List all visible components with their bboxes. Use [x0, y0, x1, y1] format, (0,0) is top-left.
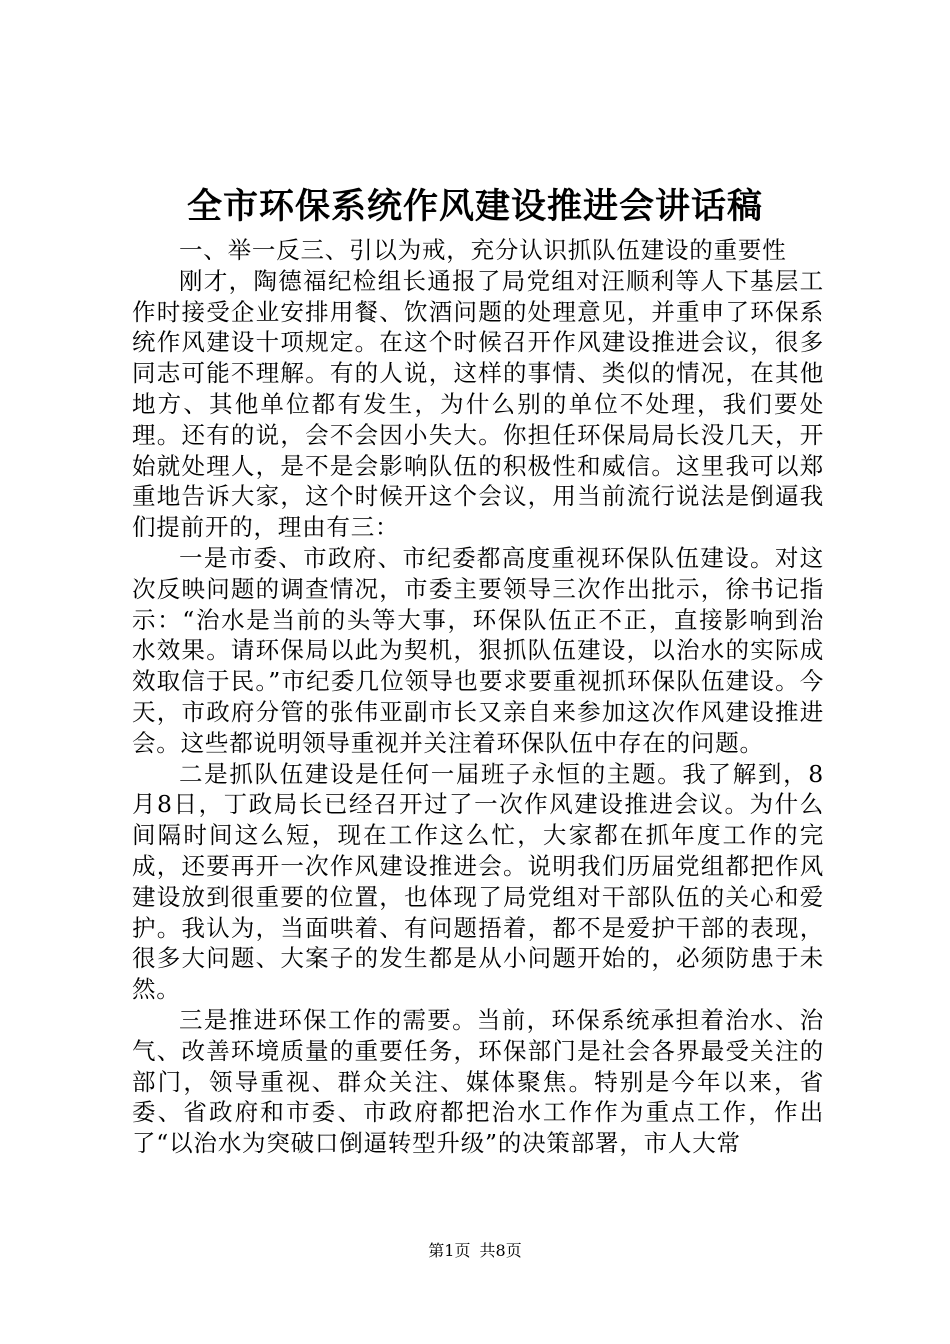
page-number: 第1页 — [428, 1241, 471, 1260]
paragraph: 刚才，陶德福纪检组长通报了局党组对汪顺利等人下基层工作时接受企业安排用餐、饮酒问题的处理意见，并重申了环保系统作风建设十项规定。在这个时候召开作风建设推进会议，很多同志可能不理解。有的人说，这样的事情、类似的情况，在其他地方、其他单位都有发生，为什么别的单位不处理，我们要处理。还有的说，会不会因小失大。你担任环保局局长没几天，开始就处理人，是不是会影响队伍的积极性和威信。这里我可以郑重地告诉大家，这个时候开这个会议，用当前流行说法是倒逼我们提前开的，理由有三： — [132, 266, 824, 542]
page-total: 共8页 — [479, 1241, 522, 1260]
page-footer — [0, 1241, 950, 1261]
paragraph: 三是推进环保工作的需要。当前，环保系统承担着治水、治气、改善环境质量的重要任务，环保部门是社会各界最受关注的部门，领导重视、群众关注、媒体聚焦。特别是今年以来，省委、省政府和市委、市政府都把治水工作作为重点工作，作出了“以治水为突破口倒逼转型升级”的决策部署，市人大常 — [132, 1005, 824, 1158]
paragraph: 一是市委、市政府、市纪委都高度重视环保队伍建设。对这次反映问题的调查情况，市委主要领导三次作出批示，徐书记指示：“治水是当前的头等大事，环保队伍正不正，直接影响到治水效果。请环保局以此为契机，狠抓队伍建设，以治水的实际成效取信于民。”市纪委几位领导也要求要重视抓环保队伍建设。今天，市政府分管的张伟亚副市长又亲自来参加这次作风建设推进会。这些都说明领导重视并关注着环保队伍中存在的问题。 — [132, 543, 824, 757]
document-title: 全市环保系统作风建设推进会讲话稿 — [186, 186, 763, 227]
paragraph: 二是抓队伍建设是任何一届班子永恒的主题。我了解到，8月8日，丁政局长已经召开过了一次作风建设推进会议。为什么间隔时间这么短，现在工作这么忙，大家都在抓年度工作的完成，还要再开一次作风建设推进会。说明我们历届党组都把作风建设放到很重要的位置，也体现了局党组对干部队伍的关心和爱护。我认为，当面哄着、有问题捂着，都不是爱护干部的表现，很多大问题、大案子的发生都是从小问题开始的，必须防患于未然。 — [132, 759, 824, 1004]
section-heading: 一、举一反三、引以为戒，充分认识抓队伍建设的重要性 — [179, 236, 787, 264]
document-body — [132, 235, 824, 1159]
